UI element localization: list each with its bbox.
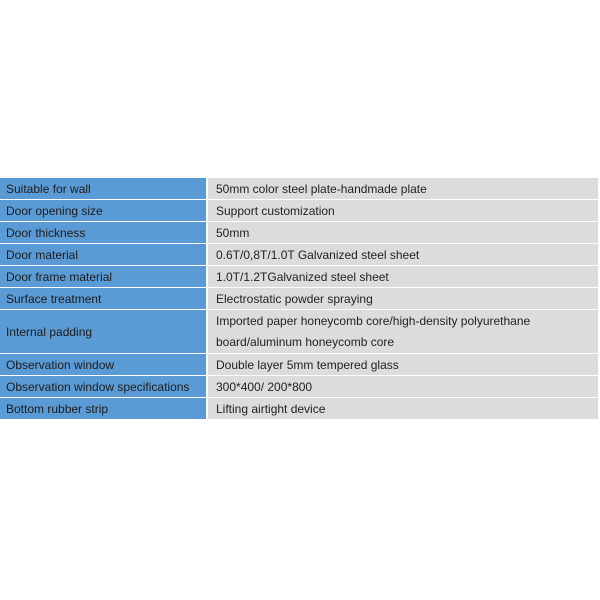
row-label: Internal padding [0, 310, 208, 354]
row-label: Door opening size [0, 200, 208, 222]
row-label: Door material [0, 244, 208, 266]
table-row [0, 310, 598, 354]
row-label: Observation window [0, 354, 208, 376]
row-value: 50mm [208, 222, 598, 244]
table-row [0, 266, 598, 288]
table-row [0, 354, 598, 376]
row-value: Lifting airtight device [208, 398, 598, 420]
row-value: 50mm color steel plate-handmade plate [208, 178, 598, 200]
row-value: Electrostatic powder spraying [208, 288, 598, 310]
table-row [0, 398, 598, 420]
row-value: Support customization [208, 200, 598, 222]
row-value: 300*400/ 200*800 [208, 376, 598, 398]
row-label: Bottom rubber strip [0, 398, 208, 420]
table-row [0, 200, 598, 222]
row-label: Door frame material [0, 266, 208, 288]
row-label: Observation window specifications [0, 376, 208, 398]
row-value: Imported paper honeycomb core/high-density polyurethane board/aluminum honeycomb core [208, 310, 598, 354]
row-label: Door thickness [0, 222, 208, 244]
row-value: 1.0T/1.2TGalvanized steel sheet [208, 266, 598, 288]
spec-table [0, 178, 598, 420]
row-label: Surface treatment [0, 288, 208, 310]
table-row [0, 222, 598, 244]
table-row [0, 244, 598, 266]
row-value: Double layer 5mm tempered glass [208, 354, 598, 376]
table-row [0, 288, 598, 310]
row-label: Suitable for wall [0, 178, 208, 200]
table-row [0, 178, 598, 200]
row-value: 0.6T/0,8T/1.0T Galvanized steel sheet [208, 244, 598, 266]
table-row [0, 376, 598, 398]
